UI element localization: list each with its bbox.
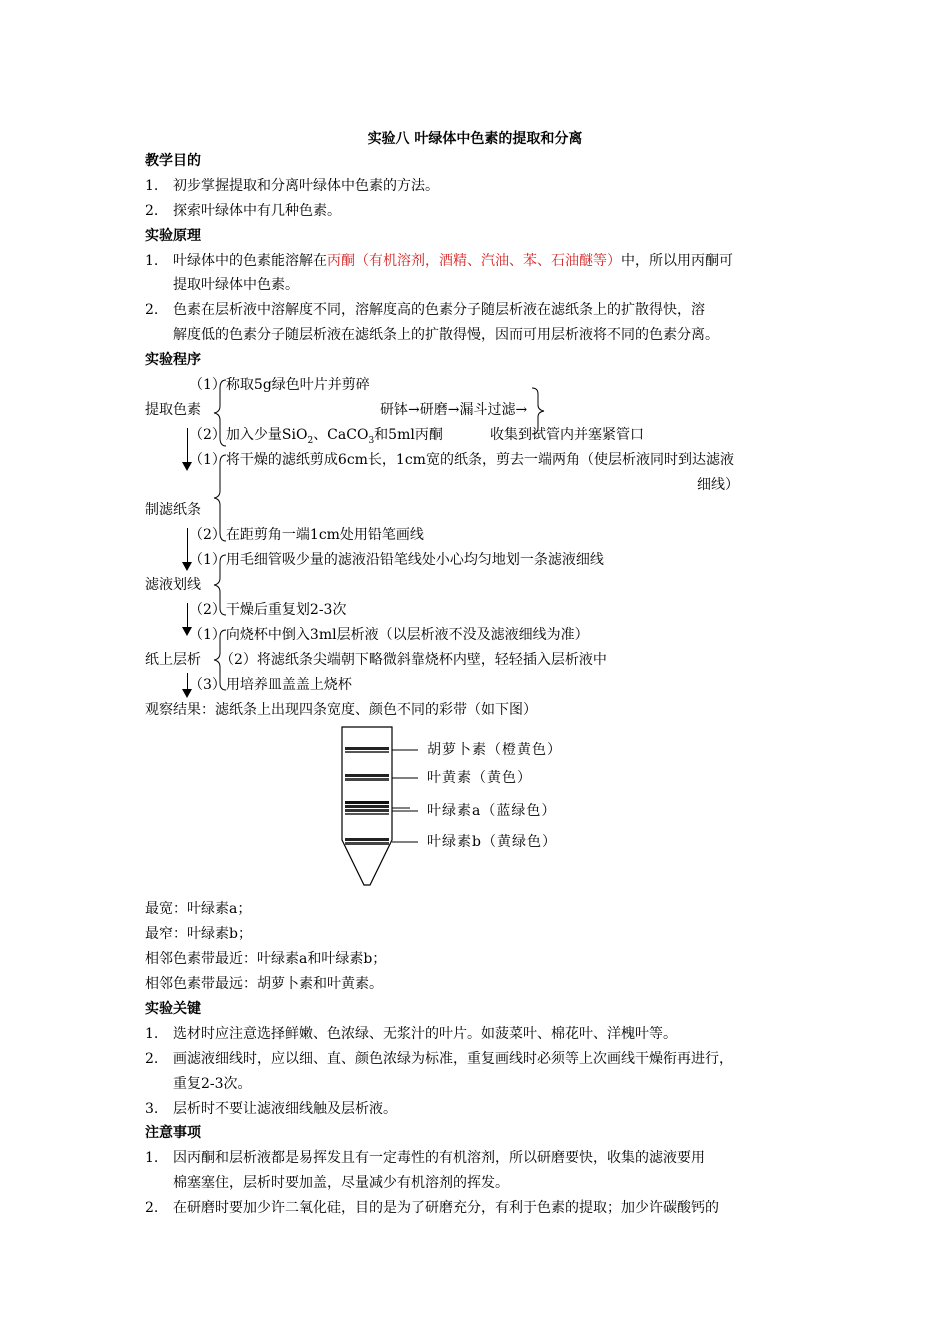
heading-notes: 注意事项 (145, 1125, 201, 1141)
principle-item-2-line2: 解度低的色素分子随层析液在滤纸条上的扩散得慢，因而可用层析液将不同的色素分离。 (173, 327, 719, 343)
principle-item-1 (173, 252, 733, 270)
notes-item-1-line2: 棉塞塞住，层析时要加盖，尽量减少有机溶剂的挥发。 (173, 1175, 509, 1191)
result-closest: 相邻色素带最近：叶绿素a和叶绿素b； (145, 951, 387, 967)
band-label-xanthophyll: 叶黄素（黄色） (427, 770, 532, 786)
principle-num-1: 1. (145, 253, 159, 269)
extract-sub-1: 2 (307, 435, 314, 446)
document-title: 实验八 叶绿体中色素的提取和分离 (367, 131, 583, 147)
line-label: 滤液划线 (145, 577, 201, 593)
flow-arrow-head-4 (182, 689, 192, 698)
principle-num-2: 2. (145, 302, 159, 318)
purpose-num-1: 1. (145, 178, 159, 194)
chrom-label: 纸上层析 (145, 652, 201, 668)
notes-num-1: 1. (145, 1150, 159, 1166)
extract-step-2-post: 和5ml丙酮 (374, 427, 443, 443)
key-item-2-line2: 重复2-3次。 (173, 1076, 252, 1092)
result-widest: 最宽：叶绿素a； (145, 901, 252, 917)
paper-step-1: （1）将干燥的滤纸剪成6cm长，1cm宽的纸条，剪去一端两角（使层析液同时到达滤液 (189, 452, 734, 468)
extract-process: 研钵→研磨→漏斗过滤→ (380, 402, 528, 418)
notes-num-2: 2. (145, 1200, 159, 1216)
extract-step-1: （1）称取5g绿色叶片并剪碎 (189, 377, 370, 393)
extract-left-brace (212, 378, 232, 448)
heading-procedure: 实验程序 (145, 352, 201, 368)
purpose-item-1: 初步掌握提取和分离叶绿体中色素的方法。 (173, 178, 439, 194)
notes-item-1: 因丙酮和层析液都是易挥发且有一定毒性的有机溶剂，所以研磨要快，收集的滤液要用 (173, 1150, 705, 1166)
extract-collect: 收集到试管内并塞紧管口 (490, 427, 644, 443)
extract-label: 提取色素 (145, 402, 201, 418)
key-num-2: 2. (145, 1051, 159, 1067)
paper-label: 制滤纸条 (145, 502, 201, 518)
principle-item-1-line2: 提取叶绿体中色素。 (173, 277, 299, 293)
flow-arrow-line-1 (187, 428, 188, 462)
purpose-num-2: 2. (145, 203, 159, 219)
band-carotene (345, 747, 389, 753)
band-leader-lines (392, 725, 422, 855)
chrom-brace (212, 628, 232, 692)
extract-sub-2: 3 (368, 435, 375, 446)
heading-key: 实验关键 (145, 1001, 201, 1017)
purpose-item-2: 探索叶绿体中有几种色素。 (173, 203, 341, 219)
chrom-step-3: （3）用培养皿盖盖上烧杯 (189, 677, 352, 693)
flow-arrow-line-3 (187, 603, 188, 627)
line-brace (212, 553, 232, 617)
chrom-step-1: （1）向烧杯中倒入3ml层析液（以层析液不没及滤液细线为准） (189, 627, 589, 643)
line-step-1: （1）用毛细管吸少量的滤液沿铅笔线处小心均匀地划一条滤液细线 (189, 552, 604, 568)
extract-right-brace (528, 386, 548, 436)
principle-text-pre: 叶绿体中的色素能溶解在 (173, 253, 327, 269)
chrom-step-2: （2）将滤纸条尖端朝下略微斜靠烧杯内壁，轻轻插入层析液中 (220, 652, 607, 668)
key-item-3: 层析时不要让滤液细线触及层析液。 (173, 1101, 397, 1117)
paper-brace (212, 453, 232, 543)
extract-step-2-mid: 、CaCO (313, 427, 369, 443)
principle-text-red: 丙酮（有机溶剂，酒精、汽油、苯、石油醚等） (327, 253, 621, 269)
result-narrowest: 最窄：叶绿素b； (145, 926, 252, 942)
principle-item-2: 色素在层析液中溶解度不同，溶解度高的色素分子随层析液在滤纸条上的扩散得快，溶 (173, 302, 705, 318)
band-label-chlorophyll-b: 叶绿素b（黄绿色） (427, 834, 557, 850)
principle-text-post: 中，所以用丙酮可 (621, 253, 733, 269)
key-num-3: 3. (145, 1101, 159, 1117)
key-item-1: 选材时应注意选择鲜嫩、色浓绿、无浆汁的叶片。如菠菜叶、棉花叶、洋槐叶等。 (173, 1026, 677, 1042)
observe-result: 观察结果：滤纸条上出现四条宽度、颜色不同的彩带（如下图） (145, 702, 537, 718)
heading-principle: 实验原理 (145, 228, 201, 244)
paper-step-1-cont: 细线） (697, 477, 739, 493)
line-step-2: （2）干燥后重复划2-3次 (189, 602, 347, 618)
band-label-carotene: 胡萝卜素（橙黄色） (427, 742, 562, 758)
key-item-2: 画滤液细线时，应以细、直、颜色浓绿为标准，重复画线时必须等上次画线干燥衔再进行， (173, 1051, 733, 1067)
result-farthest: 相邻色素带最远：胡萝卜素和叶黄素。 (145, 976, 383, 992)
key-num-1: 1. (145, 1026, 159, 1042)
flow-arrow-line-4 (187, 673, 188, 689)
heading-purpose: 教学目的 (145, 153, 201, 169)
band-label-chlorophyll-a: 叶绿素a（蓝绿色） (427, 803, 557, 819)
notes-item-2: 在研磨时要加少许二氧化硅，目的是为了研磨充分，有利于色素的提取；加少许碳酸钙的 (173, 1200, 719, 1216)
flow-arrow-line-2 (187, 528, 188, 562)
extract-step-2-pre: （2）加入少量SiO (189, 427, 308, 443)
paper-step-2: （2）在距剪角一端1cm处用铅笔画线 (189, 527, 424, 543)
